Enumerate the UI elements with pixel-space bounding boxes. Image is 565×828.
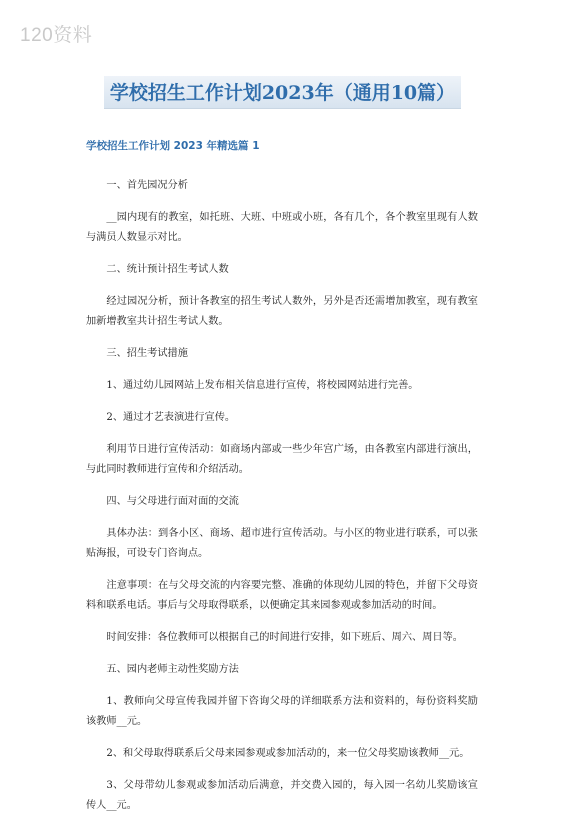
paragraph: 时间安排：各位教师可以根据自己的时间进行安排，如下班后、周六、周日等。 <box>106 632 463 643</box>
section-heading: 学校招生工作计划 2023 年精选篇 1 <box>86 140 260 152</box>
watermark-logo: 120资料 <box>20 25 93 46</box>
paragraph: 1、教师向父母宣传我园并留下咨询父母的详细联系方法和资料的，每份资料奖励该教师__元。 <box>86 696 478 727</box>
heading-parent-communication: 四、与父母进行面对面的交流 <box>106 496 239 507</box>
paragraph: 2、通过才艺表演进行宣传。 <box>106 412 236 423</box>
document-title <box>0 76 565 109</box>
paragraph: 1、通过幼儿园网站上发布相关信息进行宣传，将校园网站进行完善。 <box>106 380 419 391</box>
heading-measures: 三、招生考试措施 <box>106 348 188 359</box>
paragraph: 经过园况分析，预计各教室的招生考试人数外，另外是否还需增加教室，现有教室加新增教室共计招生考试人数。 <box>86 296 478 327</box>
document-title-text: 学校招生工作计划2023年（通用10篇） <box>104 76 461 109</box>
heading-teacher-rewards: 五、园内老师主动性奖励方法 <box>106 664 239 675</box>
paragraph: 3、父母带幼儿参观或参加活动后满意，并交费入园的，每入园一名幼儿奖励该宣传人__元。 <box>86 780 478 811</box>
heading-enrollment-count: 二、统计预计招生考试人数 <box>106 264 229 275</box>
paragraph: 2、和父母取得联系后父母来园参观或参加活动的，来一位父母奖励该教师__元。 <box>106 748 470 759</box>
paragraph: 注意事项：在与父母交流的内容要完整、准确的体现幼儿园的特色，并留下父母资料和联系电话。事后与父母取得联系，以便确定其来园参观或参加活动的时间。 <box>86 580 478 611</box>
paragraph: 利用节日进行宣传活动：如商场内部或一些少年宫广场，由各教室内部进行演出，与此同时教师进行宣传和介绍活动。 <box>86 444 478 475</box>
paragraph: __园内现有的教室，如托班、大班、中班或小班，各有几个，各个教室里现有人数与满员人数显示对比。 <box>86 212 478 243</box>
document-body <box>86 176 478 828</box>
heading-park-analysis: 一、首先园况分析 <box>106 180 188 191</box>
paragraph: 具体办法：到各小区、商场、超市进行宣传活动。与小区的物业进行联系，可以张贴海报，可设专门咨询点。 <box>86 528 478 559</box>
